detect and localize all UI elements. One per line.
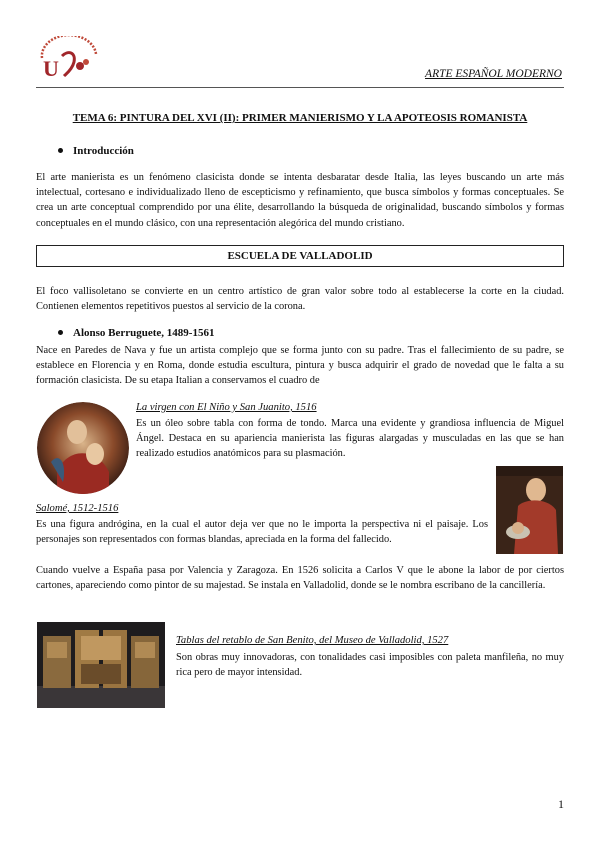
work2-paragraph: Es una figura andrógina, en la cual el autor deja ver que no le importa la perspectiva ni el paisaje. Los personajes son representados con formas blandas, apreciada en la forma del fallecido. (36, 519, 488, 546)
page-number: 1 (558, 797, 564, 811)
bullet-icon (58, 148, 63, 153)
artist-heading: Alonso Berruguete, 1489-1561 (58, 327, 214, 339)
work1-paragraph: Es un óleo sobre tabla con forma de tondo. Marca una evidente y grandiosa influencia de Miguel Ángel. Destaca en su apariencia manierista las figuras alargadas y musculadas en las que se han realizado estudios anatómicos para su plasmación. (136, 418, 564, 460)
work3-caption: Tablas del retablo de San Benito, del Museo de Valladolid, 1527 (176, 635, 449, 646)
course-title: ARTE ESPAÑOL MODERNO (425, 68, 562, 80)
university-logo (36, 36, 104, 80)
retablo-photo (37, 622, 165, 708)
svg-text:U: U (43, 56, 59, 80)
bullet-icon (58, 330, 63, 335)
return-paragraph: Cuando vuelve a España pasa por Valencia y Zaragoza. En 1526 solicita a Carlos V que le abone la labor de por ciertos cartones, apareciendo como pintor de su majestad. Se instala en Valladolid, donde se le nombra escribano de la cancillería. (36, 565, 564, 592)
salome-painting (496, 466, 563, 554)
work3-paragraph: Son obras muy innovadoras, con tonalidades casi imposibles con paleta manfileña, no muy rica pero de mayor intensidad. (176, 652, 564, 679)
virgin-child-painting (37, 402, 129, 494)
document-title: TEMA 6: PINTURA DEL XVI (II): PRIMER MANIERISMO Y LA APOTEOSIS ROMANISTA (72, 112, 528, 124)
intro-heading: Introducción (58, 145, 134, 157)
section-paragraph: El foco vallisoletano se convierte en un centro artístico de gran valor sobre todo al establecerse la corte en la ciudad. Contienen elementos repetitivos puestos al servicio de la corona. (36, 286, 564, 313)
intro-paragraph: El arte manierista es un fenómeno clasicista donde se intenta desbaratar desde Italia, las leyes buscando un arte más intelectual, cortesano e individualizado lleno de escepticismo y refinamiento, que busca símbolos y formas conceptuales. Se crea un arte conceptual comprendido por una élite, desarrollando la búsqueda de originalidad, buscando símbolos y formas conceptuales en el mundo clásico, con una representación alegórica del mundo cristiano. (36, 172, 564, 229)
work2-caption: Salomé, 1512-1516 (36, 503, 119, 514)
work1-caption: La virgen con El Niño y San Juanito, 1516 (136, 402, 317, 413)
header-divider (36, 87, 564, 88)
artist-paragraph: Nace en Paredes de Nava y fue un artista complejo que se forma junto con su padre. Tras el fallecimiento de su padre, se establece en Florencia y en Roma, donde estudia escultura, pintura y busca adquirir el grado de novedad que le falta a su formación clasicista. De su etapa Italian a conservamos el cuadro de (36, 345, 564, 387)
section-title-box: ESCUELA DE VALLADOLID (36, 245, 564, 267)
